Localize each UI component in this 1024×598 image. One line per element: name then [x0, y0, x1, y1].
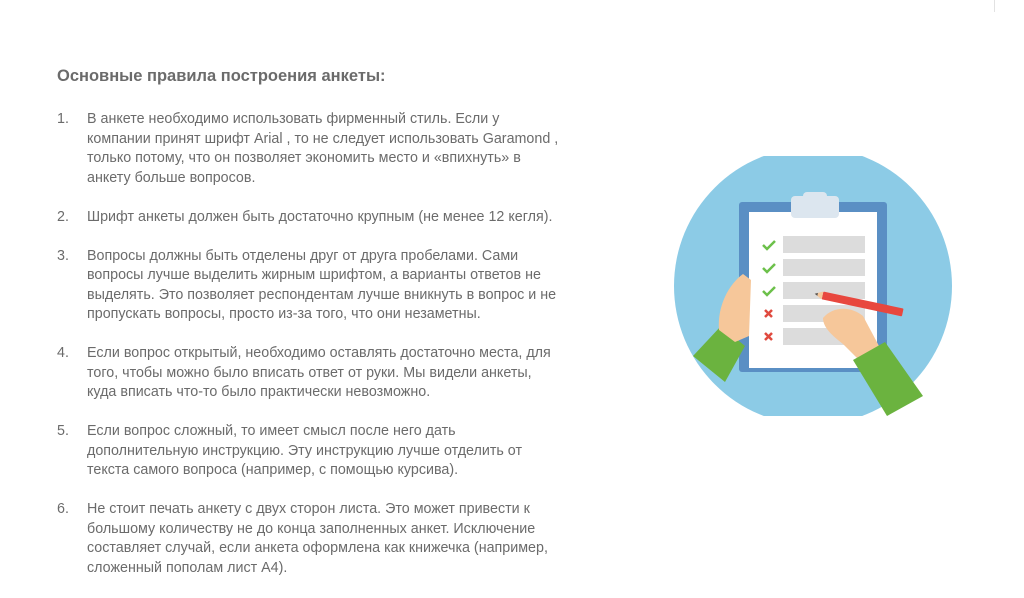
- list-item-number: 3.: [57, 247, 69, 264]
- list-item-text: В анкете необходимо использовать фирменный стиль. Если у компании принят шрифт Arial , то не следует использовать Garamond , только потому, что он позволяет экономить место и «впихнуть» в анкету больше вопросов.: [87, 111, 559, 186]
- list-item-text: Вопросы должны быть отделены друг от друга пробелами. Сами вопросы лучше выделить жирным шрифтом, а варианты ответов не выделять. Это позволяет респондентам лучше вникнуть в вопрос и не пропускать вопросы, просто из-за того, что они незаметны.: [87, 247, 557, 322]
- top-divider: [994, 0, 995, 12]
- list-item: [57, 500, 627, 578]
- list-item-number: 5.: [57, 423, 69, 439]
- page-title: Основные правила построения анкеты:: [57, 67, 386, 85]
- list-item: [57, 422, 627, 481]
- list-item: [57, 110, 627, 188]
- list-item-number: 6.: [57, 501, 69, 517]
- list-item-text: Если вопрос открытый, необходимо оставлять достаточно места, для того, чтобы можно было вписать ответ от руки. Мы видели анкеты, куда вписать что-то было практически невозможно.: [87, 345, 551, 400]
- list-item: [57, 344, 627, 403]
- list-item: [57, 208, 627, 228]
- list-item-text: Если вопрос сложный, то имеет смысл после него дать дополнительную инструкцию. Эту инструкцию лучше отделить от текста самого вопроса (например, с помощью курсива).: [87, 423, 522, 478]
- list-item-number: 1.: [57, 111, 69, 127]
- list-item-text: Не стоит печать анкету с двух сторон листа. Это может привести к большому количеству не до конца заполненных анкет. Исключение составляет случай, если анкета оформлена как книжечка (например, сложенный пополам лист А4).: [87, 501, 548, 576]
- list-item-text: Шрифт анкеты должен быть достаточно крупным (не менее 12 кегля).: [87, 208, 553, 225]
- clipboard-checklist-icon: [673, 156, 953, 416]
- list-item-number: 4.: [57, 345, 69, 361]
- rules-list: [57, 110, 627, 598]
- list-item-number: 2.: [57, 208, 69, 225]
- list-item: [57, 247, 627, 325]
